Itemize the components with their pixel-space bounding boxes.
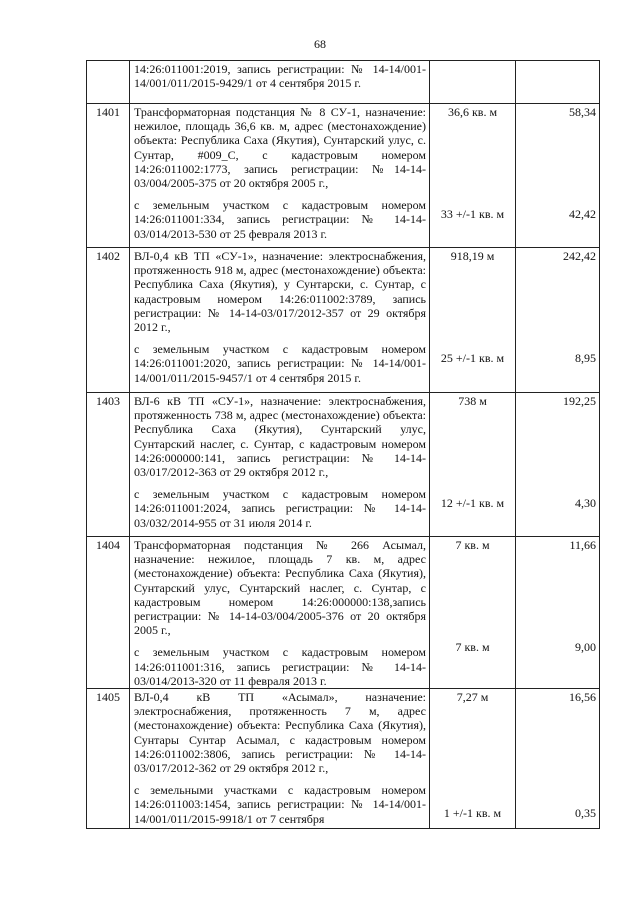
cost-value: 8,95 [575, 351, 596, 365]
area-cell [430, 393, 516, 537]
cost-value: 192,25 [563, 394, 596, 408]
row-number: 1401 [87, 104, 130, 248]
object-description [130, 104, 430, 248]
object-description [130, 689, 430, 829]
value-cell [516, 537, 600, 689]
table-row [87, 689, 600, 829]
land-plot-description: с земельным участком с кадастровым номером 14:26:011001:334, запись регистрации: № 14-14-03/014/2013-530 от 25 февраля 2013 г. [134, 198, 426, 241]
cost-value: 11,66 [569, 538, 596, 552]
area-cell [430, 248, 516, 393]
main-description: ВЛ-6 кВ ТП «СУ-1», назначение: электроснабжения, протяженность 738 м, адрес (местонахождение) объекта: Республика Саха (Якутия), Сунтарский улус, Сунтарский наслег, с. Сунтар, с кадастровым номером 14:26:000000:141, запись регистрации: № 14-14-03/017/2012-363 от 29 октября 2012 г., [134, 394, 426, 480]
main-description: Трансформаторная подстанция № 266 Асымал, назначение: нежилое, площадь 7 кв. м, адрес (местонахождение) объекта: Республика Саха (Якутия), Сунтарский улус, Сунтарский наслег, с. Сунтар, с кадастровым номером 14:26:000000:138,запись регистрации: № 14-14-03/004/2005-376 от 20 октября 2005 г., [134, 538, 426, 638]
land-plot-description: с земельным участком с кадастровым номером 14:26:011001:2024, запись регистрации: № 14-14-03/032/2014-955 от 31 июля 2014 г. [134, 487, 426, 530]
area-cell [430, 537, 516, 689]
value-cell [516, 689, 600, 829]
cost-value: 9,00 [575, 640, 596, 654]
area-cell [430, 104, 516, 248]
table-row [87, 393, 600, 537]
table-row [87, 248, 600, 393]
value-cell [516, 104, 600, 248]
main-description: Трансформаторная подстанция № 8 СУ-1, назначение: нежилое, площадь 36,6 кв. м, адрес (местонахождение) объекта: Республика Саха (Якутия), Сунтарский улус, с. Сунтар, #009_С, с кадастровым номером 14:26:011002:1773, запись регистрации: №14-14-03/004/2005-375 от 20 октября 2005 г., [134, 105, 426, 191]
row-number: 1404 [87, 537, 130, 689]
cost-value: 242,42 [563, 249, 596, 263]
area-cell [430, 689, 516, 829]
value-cell [516, 248, 600, 393]
area-value: 918,19 м [450, 249, 495, 263]
land-plot-description: с земельными участками с кадастровым номером 14:26:011003:1454, запись регистрации: № 14-14/001-14/001/011/2015-9918/1 от 7 сентября [134, 783, 426, 826]
property-table [86, 60, 600, 829]
area-value: 33 +/-1 кв. м [440, 207, 505, 221]
land-plot-description: с земельным участком с кадастровым номером 14:26:011001:316, запись регистрации: № 14-14-03/014/2013-320 от 11 февраля 2013 г. [134, 645, 426, 688]
table-row [87, 61, 600, 104]
area-value: 25 +/-1 кв. м [440, 351, 505, 365]
cost-value: 16,56 [569, 690, 596, 705]
value-cell [516, 61, 600, 104]
object-description [130, 393, 430, 537]
row-number: 1402 [87, 248, 130, 393]
area-value: 7,27 м [456, 690, 489, 705]
object-description [130, 248, 430, 393]
land-plot-description: с земельным участком с кадастровым номером 14:26:011001:2020, запись регистрации: № 14-14/001-14/001/011/2015-9457/1 от 4 сентября 2015 г. [134, 342, 426, 385]
main-description: ВЛ-0,4 кВ ТП «СУ-1», назначение: электроснабжения, протяженность 918 м, адрес (местонахождение) объекта: Республика Саха (Якутия), у Сунтарски, с. Сунтар, с кадастровым номером 14:26:011002:3789, запись регистрации: № 14-14-03/017/2012-357 от 29 октября 2012 г., [134, 249, 426, 335]
row-number: 1403 [87, 393, 130, 537]
cost-value: 0,35 [575, 806, 596, 821]
cost-value: 42,42 [569, 207, 596, 221]
area-value: 1 +/-1 кв. м [443, 806, 502, 821]
row-number [87, 61, 130, 104]
object-description [130, 537, 430, 689]
value-cell [516, 393, 600, 537]
row-number: 1405 [87, 689, 130, 829]
cost-value: 58,34 [569, 105, 596, 119]
main-description: 14:26:011001:2019, запись регистрации: № 14-14/001-14/001/011/2015-9429/1 от 4 сентября 2015 г. [134, 62, 426, 91]
area-value: 7 кв. м [455, 538, 490, 552]
cost-value: 4,30 [575, 496, 596, 510]
area-value: 36,6 кв. м [447, 105, 498, 119]
table-row [87, 104, 600, 248]
main-description: ВЛ-0,4 кВ ТП «Асымал», назначение: электроснабжения, протяженность 7 м, адрес (местонахождение) объекта: Республика Саха (Якутия), Сунтары Сунтар Асымал, с кадастровым номером 14:26:011002:3806, запись регистрации: № 14-14-03/017/2012-362 от 29 октября 2012 г., [134, 690, 426, 776]
area-cell [430, 61, 516, 104]
area-value: 12 +/-1 кв. м [440, 496, 505, 510]
table-row [87, 537, 600, 689]
object-description [130, 61, 430, 104]
page-number: 68 [314, 37, 326, 51]
area-value: 738 м [458, 394, 487, 408]
area-value: 7 кв. м [455, 640, 490, 654]
